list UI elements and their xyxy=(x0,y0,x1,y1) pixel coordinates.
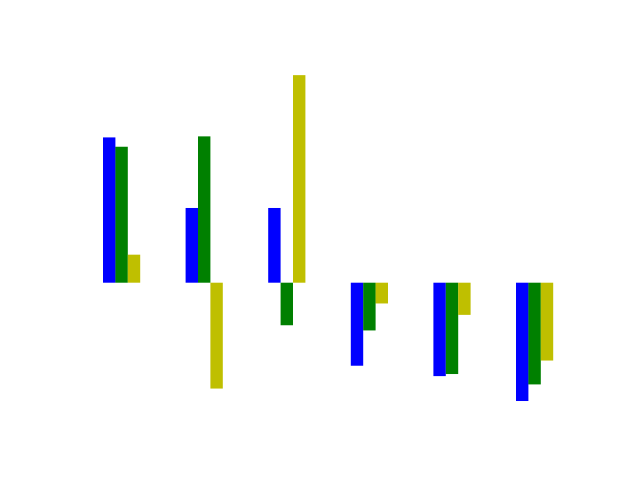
bar-blue-category-2 xyxy=(186,208,198,283)
bar-yellow-category-4 xyxy=(376,283,388,304)
bar-blue-category-3 xyxy=(268,208,280,283)
bar-green-category-6 xyxy=(528,283,540,385)
bar-green-category-5 xyxy=(446,283,458,374)
bar-blue-category-4 xyxy=(351,283,363,366)
bar-blue-category-5 xyxy=(433,283,445,376)
bar-yellow-category-6 xyxy=(541,283,553,361)
bar-green-category-2 xyxy=(198,136,210,282)
bar-yellow-category-1 xyxy=(128,255,140,283)
bar-yellow-category-5 xyxy=(458,283,470,315)
bar-yellow-category-3 xyxy=(293,75,305,283)
bar-green-category-1 xyxy=(115,147,127,283)
bar-blue-category-6 xyxy=(516,283,528,401)
bar-green-category-3 xyxy=(281,283,293,326)
bar-blue-category-1 xyxy=(103,137,115,282)
bar-yellow-category-2 xyxy=(210,283,222,389)
bar-green-category-4 xyxy=(363,283,375,331)
